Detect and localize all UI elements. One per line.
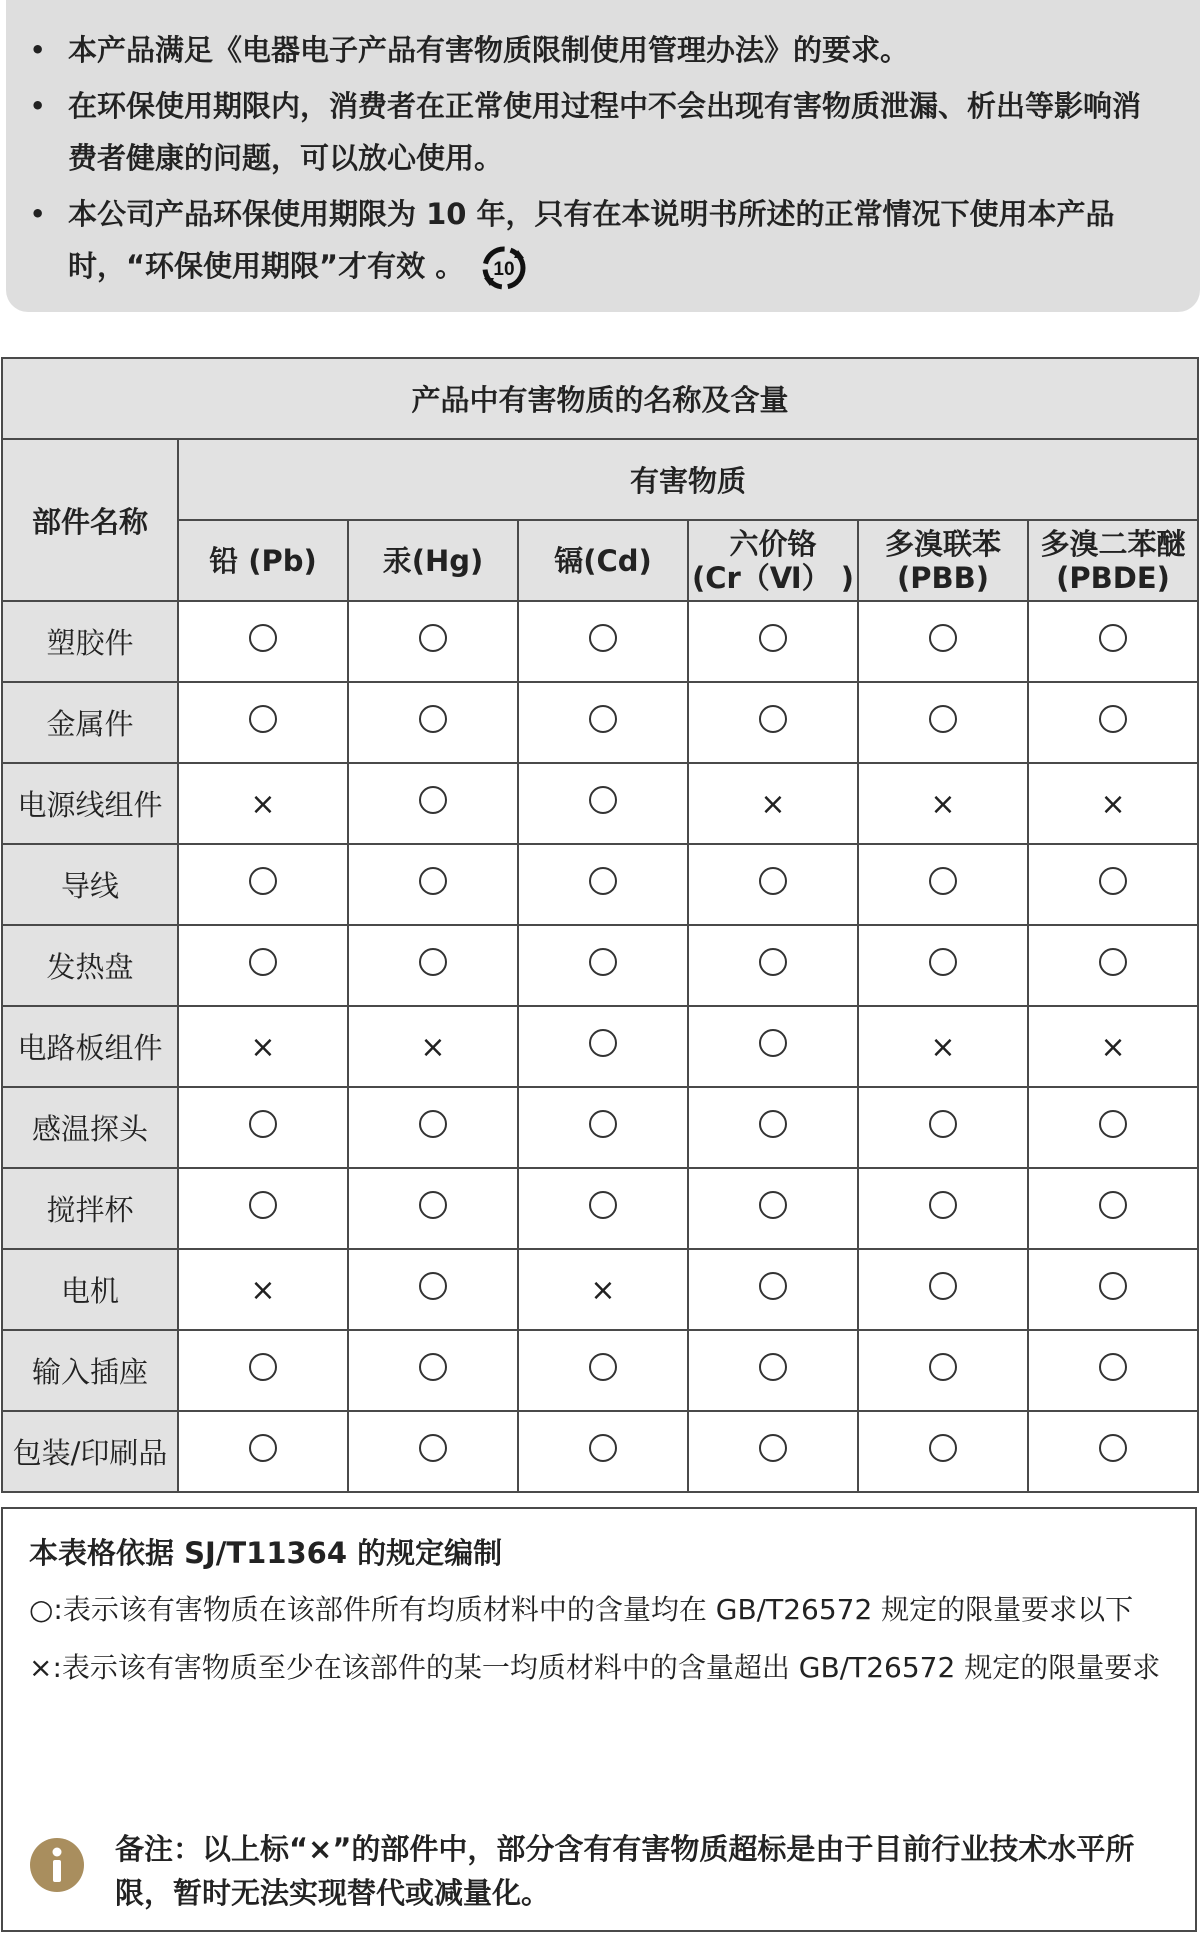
- circle-mark-icon: [1099, 1191, 1127, 1219]
- column-header-line1: 多溴二苯醚: [1040, 526, 1186, 561]
- circle-mark-icon: [589, 1191, 617, 1219]
- circle-mark-icon: [419, 1434, 447, 1462]
- substance-column-header: [688, 520, 858, 601]
- part-name: 发热盘: [2, 925, 178, 1006]
- circle-mark-icon: [419, 1272, 447, 1300]
- circle-mark-icon: [249, 1191, 277, 1219]
- circle-mark-icon: [589, 624, 617, 652]
- circle-mark-icon: [759, 1029, 787, 1057]
- circle-mark-icon: [249, 705, 277, 733]
- circle-mark-icon: [249, 948, 277, 976]
- substance-cell: [178, 1249, 348, 1330]
- substance-cell: [1028, 601, 1198, 682]
- part-name: 包装/印刷品: [2, 1411, 178, 1492]
- notice-item: • 本产品满足《电器电子产品有害物质限制使用管理办法》的要求。: [30, 24, 1160, 76]
- substance-cell: [178, 925, 348, 1006]
- notes-title: 本表格依据 SJ/T11364 的规定编制: [29, 1536, 503, 1570]
- table-row: [2, 601, 1198, 682]
- substance-cell: [1028, 763, 1198, 844]
- substance-cell: [1028, 682, 1198, 763]
- circle-mark-icon: [1099, 867, 1127, 895]
- part-name: 塑胶件: [2, 601, 178, 682]
- substance-cell: [518, 1006, 688, 1087]
- part-name: 电机: [2, 1249, 178, 1330]
- circle-mark-icon: [759, 705, 787, 733]
- circle-mark-icon: [419, 1110, 447, 1138]
- circle-mark-icon: [929, 867, 957, 895]
- column-header-line1: 镉(Cd): [554, 543, 652, 578]
- circle-mark-icon: [589, 1110, 617, 1138]
- substance-cell: [858, 844, 1028, 925]
- circle-mark-icon: [929, 1272, 957, 1300]
- notice-item: • 本公司产品环保使用期限为 10 年，只有在本说明书所述的正常情况下使用本产品时，“环保使用期限”才有效 。 10: [30, 188, 1160, 292]
- substance-cell: [688, 1006, 858, 1087]
- substance-cell: [1028, 1411, 1198, 1492]
- column-header-line1: 铅 (Pb): [209, 543, 317, 578]
- circle-mark-icon: [419, 948, 447, 976]
- cross-mark-icon: ×: [590, 1272, 616, 1308]
- circle-mark-icon: [1099, 705, 1127, 733]
- circle-mark-icon: [1099, 1272, 1127, 1300]
- substance-cell: [1028, 1330, 1198, 1411]
- column-header-line2: (PBDE): [1056, 560, 1170, 595]
- circle-mark-icon: [929, 1353, 957, 1381]
- substance-cell: [518, 763, 688, 844]
- circle-mark-icon: [589, 867, 617, 895]
- substance-cell: [518, 925, 688, 1006]
- table-row: [2, 1411, 1198, 1492]
- substance-cell: [178, 1006, 348, 1087]
- part-name: 搅拌杯: [2, 1168, 178, 1249]
- substance-cell: [348, 1087, 518, 1168]
- substance-cell: [688, 1249, 858, 1330]
- substance-cell: [688, 1411, 858, 1492]
- substance-cell: [858, 682, 1028, 763]
- column-header-line2: (Cr（Ⅵ） ): [691, 560, 855, 595]
- table-title: 产品中有害物质的名称及含量: [2, 358, 1198, 439]
- circle-mark-icon: [249, 867, 277, 895]
- substance-cell: [178, 1087, 348, 1168]
- part-name: 电路板组件: [2, 1006, 178, 1087]
- cross-mark-icon: ×: [760, 786, 786, 822]
- substance-cell: [518, 844, 688, 925]
- substance-cell: [688, 1087, 858, 1168]
- circle-mark-icon: [759, 1191, 787, 1219]
- circle-mark-icon: [759, 948, 787, 976]
- table-row: [2, 844, 1198, 925]
- cross-mark-icon: ×: [1100, 1029, 1126, 1065]
- cross-mark-icon: ×: [250, 786, 276, 822]
- cross-mark-icon: ×: [930, 1029, 956, 1065]
- circle-mark-icon: [759, 1353, 787, 1381]
- substance-cell: [518, 1411, 688, 1492]
- circle-mark-icon: [589, 1434, 617, 1462]
- remark-text: 备注：以上标“×”的部件中，部分含有有害物质超标是由于目前行业技术水平所限，暂时无法实现替代或减量化。: [115, 1832, 1135, 1910]
- hazardous-substance-table: [1, 357, 1199, 1493]
- substance-column-header: [1028, 520, 1198, 601]
- notes-box: [1, 1507, 1197, 1932]
- part-name: 金属件: [2, 682, 178, 763]
- circle-mark-icon: [249, 624, 277, 652]
- circle-mark-icon: [249, 1110, 277, 1138]
- circle-mark-icon: [249, 1353, 277, 1381]
- table-row: [2, 1249, 1198, 1330]
- substance-cell: [348, 1006, 518, 1087]
- circle-mark-icon: [1099, 1110, 1127, 1138]
- notice-box: [6, 0, 1200, 312]
- substance-cell: [688, 844, 858, 925]
- table-row: [2, 1330, 1198, 1411]
- column-header-line2: (PBB): [897, 560, 989, 595]
- substance-cell: [518, 1087, 688, 1168]
- circle-mark-icon: [589, 786, 617, 814]
- circle-mark-icon: [419, 705, 447, 733]
- circle-mark-icon: [929, 1191, 957, 1219]
- substance-cell: [688, 1168, 858, 1249]
- circle-mark-icon: [249, 1434, 277, 1462]
- circle-mark-icon: [759, 1110, 787, 1138]
- substance-cell: [348, 682, 518, 763]
- substance-cell: [688, 682, 858, 763]
- substance-cell: [688, 763, 858, 844]
- substance-cell: [858, 1087, 1028, 1168]
- circle-mark-icon: [759, 1434, 787, 1462]
- circle-mark-icon: [419, 786, 447, 814]
- substance-cell: [348, 844, 518, 925]
- circle-mark-icon: [589, 1029, 617, 1057]
- substance-cell: [1028, 1249, 1198, 1330]
- substance-cell: [1028, 844, 1198, 925]
- circle-mark-icon: [759, 867, 787, 895]
- table-row: [2, 763, 1198, 844]
- cross-mark-icon: ×: [250, 1272, 276, 1308]
- substance-cell: [178, 1330, 348, 1411]
- circle-mark-icon: [589, 705, 617, 733]
- cross-note: ×:表示该有害物质至少在该部件的某一均质材料中的含量超出 GB/T26572 规定的限量要求: [29, 1651, 1161, 1684]
- table-row: [2, 1006, 1198, 1087]
- substance-cell: [858, 925, 1028, 1006]
- notice-item-text: 本公司产品环保使用期限为 10 年，只有在本说明书所述的正常情况下使用本产品时，“环保使用期限”才有效 。: [68, 197, 1115, 283]
- eco-icon-label: 10: [493, 259, 515, 280]
- circle-mark-icon: [589, 1353, 617, 1381]
- column-header-line1: 汞(Hg): [382, 543, 484, 578]
- remark: [29, 1827, 1149, 1915]
- cross-mark-icon: ×: [930, 786, 956, 822]
- table-row: [2, 682, 1198, 763]
- substance-cell: [858, 601, 1028, 682]
- circle-mark-icon: [589, 948, 617, 976]
- substance-header: 有害物质: [178, 439, 1198, 520]
- notice-item: • 在环保使用期限内，消费者在正常使用过程中不会出现有害物质泄漏、析出等影响消费者健康的问题，可以放心使用。: [30, 80, 1160, 184]
- substance-cell: [1028, 925, 1198, 1006]
- substance-cell: [1028, 1087, 1198, 1168]
- substance-cell: [688, 601, 858, 682]
- circle-mark-icon: [929, 624, 957, 652]
- substance-cell: [178, 763, 348, 844]
- part-name-header: 部件名称: [2, 439, 178, 601]
- substance-cell: [688, 925, 858, 1006]
- circle-mark-icon: [419, 867, 447, 895]
- substance-cell: [858, 1168, 1028, 1249]
- substance-cell: [348, 1249, 518, 1330]
- substance-cell: [178, 601, 348, 682]
- substance-cell: [348, 1411, 518, 1492]
- substance-cell: [178, 1168, 348, 1249]
- part-name: 感温探头: [2, 1087, 178, 1168]
- substance-cell: [178, 682, 348, 763]
- substance-cell: [1028, 1006, 1198, 1087]
- notice-item-text: 在环保使用期限内，消费者在正常使用过程中不会出现有害物质泄漏、析出等影响消费者健康的问题，可以放心使用。: [68, 89, 1142, 175]
- substance-cell: [858, 1006, 1028, 1087]
- substance-cell: [1028, 1168, 1198, 1249]
- substance-cell: [348, 1330, 518, 1411]
- substance-column-header: [348, 520, 518, 601]
- circle-mark-icon: [929, 948, 957, 976]
- circle-mark-icon: [1099, 1434, 1127, 1462]
- substance-cell: [518, 1249, 688, 1330]
- recycle-10-icon: [480, 244, 528, 292]
- table-row: [2, 1168, 1198, 1249]
- column-header-line1: 多溴联苯: [884, 526, 1001, 561]
- substance-cell: [178, 1411, 348, 1492]
- circle-note: ○:表示该有害物质在该部件所有均质材料中的含量均在 GB/T26572 规定的限量要求以下: [29, 1593, 1134, 1626]
- circle-mark-icon: [1099, 1353, 1127, 1381]
- substance-cell: [858, 1330, 1028, 1411]
- info-icon: [29, 1837, 85, 1893]
- substance-cell: [348, 601, 518, 682]
- notice-item-text: 本产品满足《电器电子产品有害物质限制使用管理办法》的要求。: [68, 33, 910, 67]
- table-row: [2, 1087, 1198, 1168]
- substance-cell: [858, 763, 1028, 844]
- circle-mark-icon: [929, 705, 957, 733]
- circle-mark-icon: [1099, 948, 1127, 976]
- part-name: 输入插座: [2, 1330, 178, 1411]
- substance-cell: [688, 1330, 858, 1411]
- circle-mark-icon: [929, 1110, 957, 1138]
- cross-mark-icon: ×: [420, 1029, 446, 1065]
- substance-column-header: [858, 520, 1028, 601]
- substance-cell: [518, 1168, 688, 1249]
- part-name: 电源线组件: [2, 763, 178, 844]
- circle-mark-icon: [419, 1353, 447, 1381]
- cross-mark-icon: ×: [1100, 786, 1126, 822]
- circle-mark-icon: [759, 1272, 787, 1300]
- cross-mark-icon: ×: [250, 1029, 276, 1065]
- substance-cell: [518, 601, 688, 682]
- substance-cell: [348, 1168, 518, 1249]
- column-header-line1: 六价铬: [729, 526, 817, 561]
- part-name: 导线: [2, 844, 178, 925]
- substance-cell: [518, 682, 688, 763]
- circle-mark-icon: [759, 624, 787, 652]
- substance-column-header: [178, 520, 348, 601]
- substance-cell: [178, 844, 348, 925]
- substance-cell: [348, 763, 518, 844]
- substance-cell: [518, 1330, 688, 1411]
- substance-cell: [858, 1249, 1028, 1330]
- circle-mark-icon: [929, 1434, 957, 1462]
- circle-mark-icon: [419, 624, 447, 652]
- circle-mark-icon: [419, 1191, 447, 1219]
- substance-column-header: [518, 520, 688, 601]
- table-row: [2, 925, 1198, 1006]
- substance-cell: [858, 1411, 1028, 1492]
- substance-cell: [348, 925, 518, 1006]
- circle-mark-icon: [1099, 624, 1127, 652]
